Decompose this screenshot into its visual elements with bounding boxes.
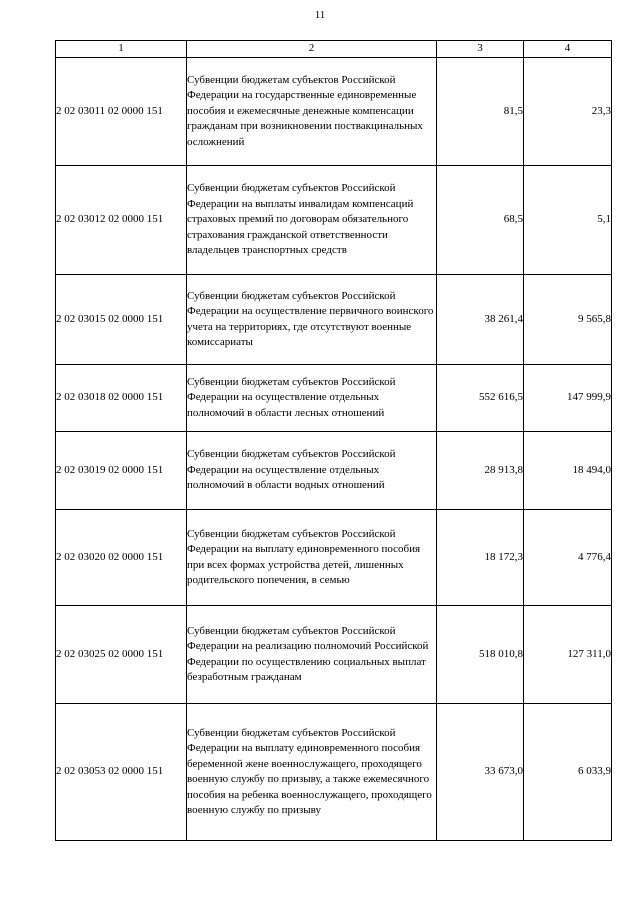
row-code: 2 02 03015 02 0000 151 <box>56 275 187 365</box>
row-value-col4: 18 494,0 <box>524 432 612 510</box>
row-value-col3: 28 913,8 <box>437 432 524 510</box>
row-description: Субвенции бюджетам субъектов Российской Федерации на государственные единовременные пособия и ежемесячные денежные компенсации гражданам при возникновении поствакцинальных осложнений <box>187 58 437 166</box>
row-value-col3: 81,5 <box>437 58 524 166</box>
row-code: 2 02 03053 02 0000 151 <box>56 704 187 841</box>
table-row <box>56 432 612 510</box>
column-header-1: 1 <box>56 41 187 58</box>
column-header-3: 3 <box>437 41 524 58</box>
row-value-col3: 38 261,4 <box>437 275 524 365</box>
row-description: Субвенции бюджетам субъектов Российской Федерации на выплату единовременного пособия при всех формах устройства детей, лишенных родительского попечения, в семью <box>187 510 437 606</box>
row-value-col4: 147 999,9 <box>524 365 612 432</box>
column-header-2: 2 <box>187 41 437 58</box>
row-value-col3: 68,5 <box>437 166 524 275</box>
row-value-col4: 5,1 <box>524 166 612 275</box>
row-code: 2 02 03025 02 0000 151 <box>56 606 187 704</box>
table-row <box>56 365 612 432</box>
row-description: Субвенции бюджетам субъектов Российской Федерации на осуществление отдельных полномочий в области лесных отношений <box>187 365 437 432</box>
table-row <box>56 606 612 704</box>
table-row <box>56 510 612 606</box>
row-description: Субвенции бюджетам субъектов Российской Федерации на осуществление первичного воинского учета на территориях, где отсутствуют военные комиссариаты <box>187 275 437 365</box>
row-description: Субвенции бюджетам субъектов Российской Федерации на осуществление отдельных полномочий в области водных отношений <box>187 432 437 510</box>
row-value-col3: 33 673,0 <box>437 704 524 841</box>
row-value-col4: 23,3 <box>524 58 612 166</box>
page-number: 11 <box>314 9 326 21</box>
table-header-row <box>56 41 612 58</box>
column-header-4: 4 <box>524 41 612 58</box>
row-value-col3: 518 010,8 <box>437 606 524 704</box>
budget-table <box>55 40 612 841</box>
table-row <box>56 704 612 841</box>
table-row <box>56 166 612 275</box>
table-row <box>56 275 612 365</box>
row-code: 2 02 03019 02 0000 151 <box>56 432 187 510</box>
row-value-col4: 6 033,9 <box>524 704 612 841</box>
row-code: 2 02 03018 02 0000 151 <box>56 365 187 432</box>
row-value-col3: 18 172,3 <box>437 510 524 606</box>
row-code: 2 02 03011 02 0000 151 <box>56 58 187 166</box>
row-value-col4: 4 776,4 <box>524 510 612 606</box>
row-code: 2 02 03020 02 0000 151 <box>56 510 187 606</box>
row-value-col4: 127 311,0 <box>524 606 612 704</box>
row-value-col3: 552 616,5 <box>437 365 524 432</box>
row-code: 2 02 03012 02 0000 151 <box>56 166 187 275</box>
row-description: Субвенции бюджетам субъектов Российской Федерации на выплату единовременного пособия беременной жене военнослужащего, проходящего военную службу по призыву, а также ежемесячного пособия на ребенка военнослужащего, проходящего военную службу по призыву <box>187 704 437 841</box>
row-description: Субвенции бюджетам субъектов Российской Федерации на реализацию полномочий Российской Федерации по осуществлению социальных выплат безработным гражданам <box>187 606 437 704</box>
row-description: Субвенции бюджетам субъектов Российской Федерации на выплаты инвалидам компенсаций страховых премий по договорам обязательного страхования гражданской ответственности владельцев транспортных средств <box>187 166 437 275</box>
row-value-col4: 9 565,8 <box>524 275 612 365</box>
table-row <box>56 58 612 166</box>
